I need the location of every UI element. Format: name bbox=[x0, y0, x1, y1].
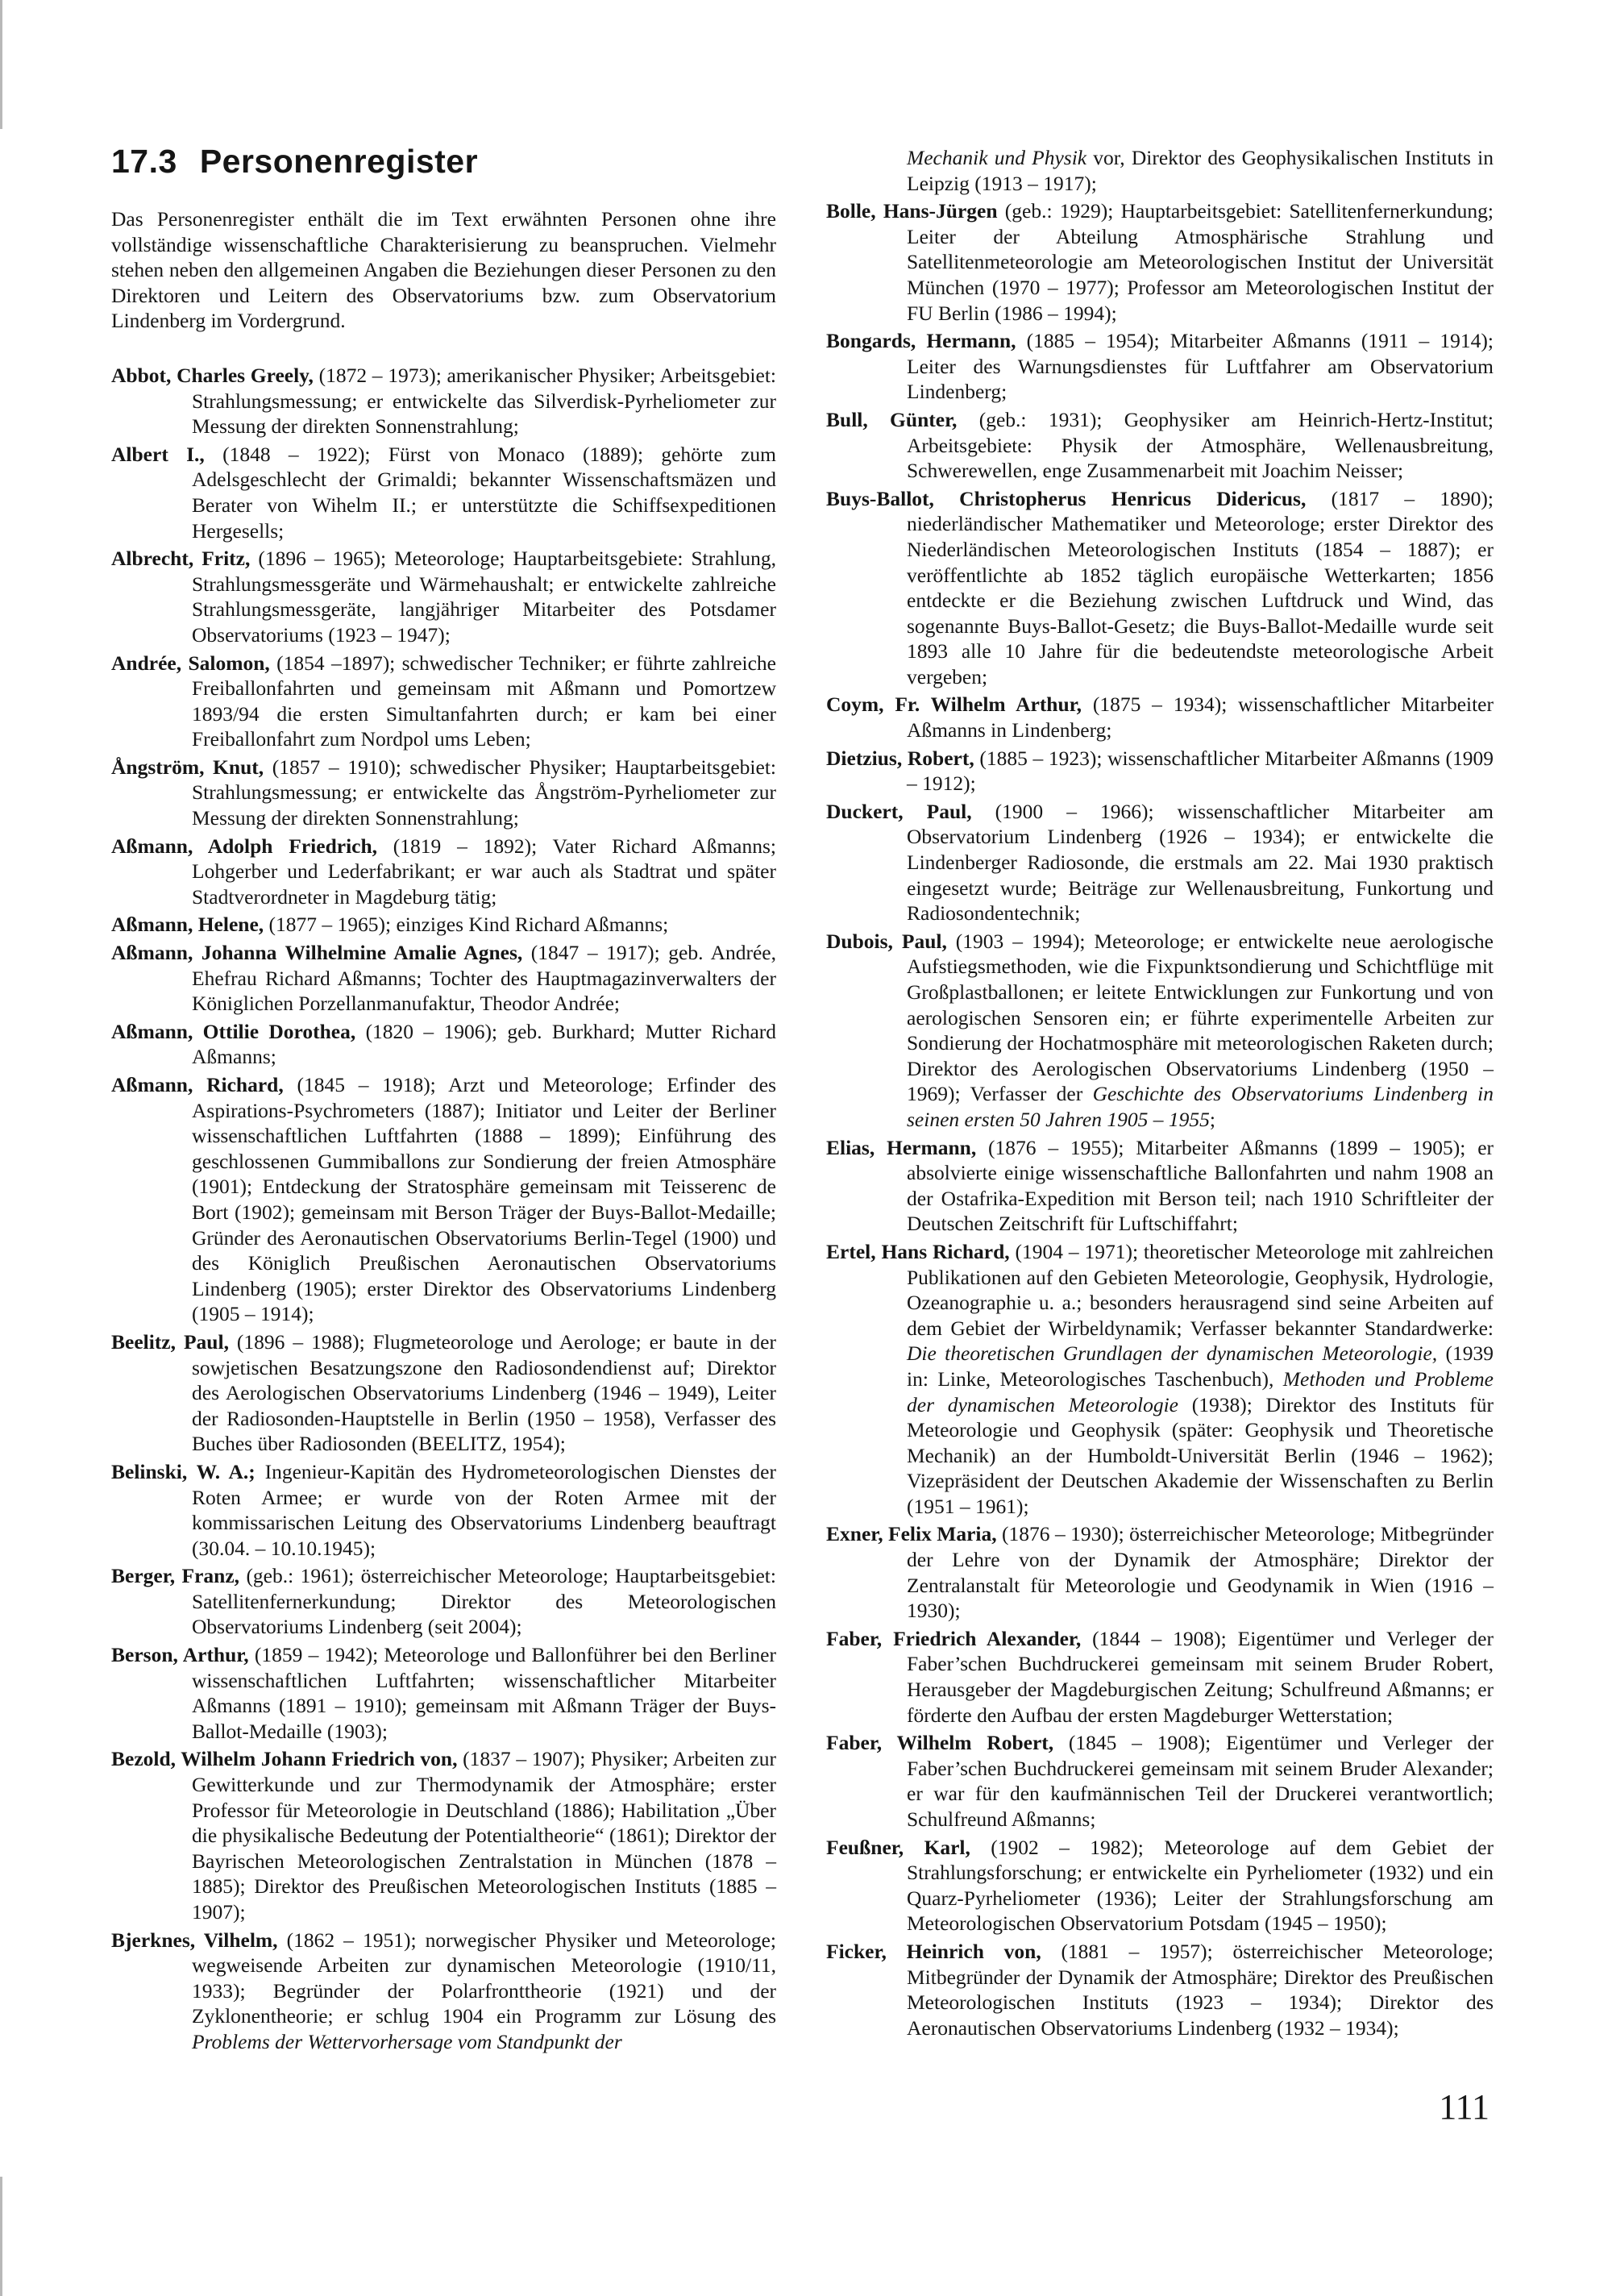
register-entry bbox=[111, 1928, 776, 2055]
entry-description: (1845 – 1908); Eigentümer und Verleger der Faber’schen Buchdruckerei gemeinsam mit seinem Bruder Alexander; er war für den kaufmännischen Teil der Druckerei verantwortlich; Schulfreund Aßmanns; bbox=[907, 1731, 1494, 1831]
entry-description: (1877 – 1965); einziges Kind Richard Aßmanns; bbox=[264, 913, 669, 937]
person-name: Albert I., bbox=[111, 442, 205, 466]
register-entries-left bbox=[111, 363, 776, 2055]
person-name: Duckert, Paul, bbox=[826, 799, 972, 823]
register-entry bbox=[111, 363, 776, 439]
register-entry bbox=[826, 328, 1494, 405]
register-entry bbox=[111, 912, 776, 938]
person-name: Bjerknes, Vilhelm, bbox=[111, 1928, 278, 1952]
entry-description: (1872 – 1973); amerikanischer Physiker; Arbeitsgebiet: Strahlungsmessung; er entwickelte das Silverdisk-Pyrheliometer zur Messung der direkten Sonnenstrahlung; bbox=[192, 363, 776, 439]
register-entry bbox=[111, 1642, 776, 1744]
entry-description: (1847 – 1917); geb. Andrée, Ehefrau Richard Aßmanns; Tochter des Hauptmagazinverwalters der Königlichen Porzellanmanufaktur, Theodor Andrée; bbox=[192, 941, 777, 1016]
register-entry bbox=[826, 746, 1494, 797]
register-entry bbox=[111, 546, 776, 647]
scan-edge-mark bbox=[0, 0, 2, 129]
person-name: Bongards, Hermann, bbox=[826, 329, 1016, 353]
register-entry bbox=[826, 486, 1494, 690]
register-entry bbox=[111, 1459, 776, 1561]
entry-italic: Problems der Wettervorhersage vom Standpunkt der bbox=[192, 2029, 622, 2053]
person-name: Aßmann, Adolph Friedrich, bbox=[111, 834, 378, 858]
person-name: Albrecht, Fritz, bbox=[111, 547, 251, 571]
person-name: Feußner, Karl, bbox=[826, 1835, 970, 1859]
register-entry bbox=[111, 834, 776, 910]
entry-description: (1854 –1897); schwedischer Techniker; er führte zahlreiche Freiballonfahrten und gemeinsam mit Aßmann und Pomortzew 1893/94 die ersten Simultanfahrten durch; er kam bei einer Freiballonfahrt zum Nordpol ums Leben; bbox=[192, 651, 776, 751]
register-entry bbox=[826, 929, 1494, 1133]
entry-description: (geb.: 1931); Geophysiker am Heinrich-Hertz-Institut; Arbeitsgebiete: Physik der Atmosphäre, Wellenausbreitung, Schwerewellen, enge Zusammenarbeit mit Joachim Neisser; bbox=[907, 407, 1494, 483]
entry-description: (1885 – 1923); wissenschaftlicher Mitarbeiter Aßmanns (1909 – 1912); bbox=[907, 746, 1494, 796]
person-name: Faber, Friedrich Alexander, bbox=[826, 1626, 1082, 1650]
register-entry bbox=[111, 1072, 776, 1327]
register-entry bbox=[111, 940, 776, 1017]
register-entry bbox=[111, 1019, 776, 1070]
entry-description: (1885 – 1954); Mitarbeiter Aßmanns (1911 – 1914); Leiter des Warnungsdienstes für Luftfahrer am Observatorium Lindenberg; bbox=[907, 329, 1494, 404]
entry-description: (1848 – 1922); Fürst von Monaco (1889); gehörte zum Adelsgeschlecht der Grimaldi; bekannter Wissenschaftsmäzen und Berater von Wihelm II.; er unterstützte die Schiffsexpeditionen Hergesells; bbox=[192, 442, 777, 543]
person-name: Dietzius, Robert, bbox=[826, 746, 974, 770]
person-name: Coym, Fr. Wilhelm Arthur, bbox=[826, 693, 1082, 717]
register-entry bbox=[826, 1135, 1494, 1237]
register-entry bbox=[111, 1563, 776, 1640]
entry-description: (1896 – 1965); Meteorologe; Hauptarbeitsgebiete: Strahlung, Strahlungsmessgeräte und Wärmehaushalt; er entwickelte zahlreiche Strahlungsmessgeräte, langjähriger Mitarbeiter des Potsdamer Observatoriums (1923 – 1947); bbox=[192, 547, 776, 647]
entry-description: (1820 – 1906); geb. Burkhard; Mutter Richard Aßmanns; bbox=[192, 1019, 777, 1069]
entry-description: (1900 – 1966); wissenschaftlicher Mitarbeiter am Observatorium Lindenberg (1926 – 1934); er entwickelte die Lindenberger Radiosonde, die erstmals am 22. Mai 1930 praktisch eingesetzt wurde; Beiträge zur Wellenausbreitung, Funkortung und Radiosondentechnik; bbox=[907, 799, 1494, 925]
register-entries-right bbox=[826, 198, 1494, 2040]
entry-description: (1876 – 1955); Mitarbeiter Aßmanns (1899 – 1905); er absolvierte einige wissenschaftliche Ballonfahrten und nahm 1908 an der Ostafrika-Expedition mit Berson teil; nach 1910 Schriftleiter der Deutschen Zeitschrift für Luftschiffahrt; bbox=[907, 1135, 1494, 1236]
person-name: Dubois, Paul, bbox=[826, 929, 947, 953]
person-name: Berger, Franz, bbox=[111, 1564, 240, 1588]
person-name: Aßmann, Richard, bbox=[111, 1073, 284, 1096]
register-entry bbox=[111, 755, 776, 831]
register-entry bbox=[826, 692, 1494, 742]
entry-description: (1939 in: Linke, Meteorologisches Taschenbuch), bbox=[907, 1341, 1494, 1391]
register-entry-continuation bbox=[826, 145, 1494, 196]
entry-description: (1904 – 1971); theoretischer Meteorologe mit zahlreichen Publikationen auf den Gebieten Meteorologie, Geophysik, Hydrologie, Ozeanographie u. a.; besonders herausragend sind seine Arbeiten auf dem Gebiet der Wirbeldynamik; Verfasser bekannter Standardwerke: bbox=[907, 1239, 1494, 1340]
entry-description: (geb.: 1929); Hauptarbeitsgebiet: Satellitenfernerkundung; Leiter der Abteilung Atmosphärische Strahlung und Satellitenmeteorologie am Meteorologischen Institut der Universität München (1970 – 1977); Professor am Meteorologischen Institut der FU Berlin (1986 – 1994); bbox=[907, 199, 1494, 325]
entry-description: (1938); Direktor des Instituts für Meteorologie und Geophysik (später: Geophysik und Theoretische Mechanik) an der Humboldt-Universität Berlin (1946 – 1962); Vizepräsident der Deutschen Akademie der Wissenschaften zu Berlin (1951 – 1961); bbox=[907, 1392, 1494, 1518]
entry-description: (1844 – 1908); Eigentümer und Verleger der Faber’schen Buchdruckerei gemeinsam mit seinem Bruder Robert, Herausgeber der Magdeburgischen Zeitung; Schulfreund Aßmanns; er förderte den Aufbau der ersten Magdeburger Wetterstation; bbox=[907, 1626, 1494, 1727]
entry-description: (1845 – 1918); Arzt und Meteorologe; Erfinder des Aspirations-Psychrometers (1887); Initiator und Leiter der Berliner wissenschaftlichen Luftfahrten (1888 – 1899); Einführung des geschlossenen Gummiballons zur Sondierung der freien Atmosphäre (1901); Entdeckung der Stratosphäre gemeinsam mit Teisserenc de Bort (1902); gemeinsam mit Berson Träger der Buys-Ballot-Medaille; Gründer des Aeronautischen Observatoriums Berlin-Tegel (1900) und des Königlich Preußischen Aeronautischen Observatoriums Lindenberg (1905); erster Direktor des Observatoriums Lindenberg (1905 – 1914); bbox=[192, 1073, 776, 1326]
entry-description: (1875 – 1934); wissenschaftlicher Mitarbeiter Aßmanns in Lindenberg; bbox=[907, 693, 1494, 742]
entry-description: (geb.: 1961); österreichischer Meteorologe; Hauptarbeitsgebiet: Satellitenfernerkundung; Direktor des Meteorologischen Observatoriums Lindenberg (seit 2004); bbox=[192, 1564, 776, 1639]
person-name: Elias, Hermann, bbox=[826, 1135, 977, 1159]
person-name: Faber, Wilhelm Robert, bbox=[826, 1731, 1054, 1755]
entry-description: (1881 – 1957); österreichischer Meteorologe; Mitbegründer der Dynamik der Atmosphäre; Direktor des Preußischen Meteorologischen Instituts (1923 – 1934); Direktor des Aeronautischen Observatoriums Lindenberg (1932 – 1934); bbox=[907, 1939, 1494, 2040]
entry-description: (1857 – 1910); schwedischer Physiker; Hauptarbeitsgebiet: Strahlungsmessung; er entwickelte das Ångström-Pyrheliometer zur Messung der direkten Sonnenstrahlung; bbox=[192, 755, 776, 830]
register-entry bbox=[111, 651, 776, 752]
entry-description: (1876 – 1930); österreichischer Meteorologe; Mitbegründer der Lehre von der Dynamik der Atmosphäre; Direktor der Zentralanstalt für Meteorologie und Geodynamik in Wien (1916 – 1930); bbox=[907, 1522, 1494, 1623]
entry-description: (1859 – 1942); Meteorologe und Ballonführer bei den Berliner wissenschaftlichen Luftfahrten; wissenschaftlicher Mitarbeiter Aßmanns (1891 – 1910); gemeinsam mit Aßmann Träger der Buys-Ballot-Medaille (1903); bbox=[192, 1643, 776, 1743]
register-entry bbox=[111, 1746, 776, 1924]
entry-italic: Methoden und Probleme der dynamischen Meteorologie bbox=[907, 1366, 1494, 1416]
register-entry bbox=[826, 1521, 1494, 1623]
right-column bbox=[826, 145, 1494, 2043]
register-entry bbox=[826, 1730, 1494, 1832]
person-name: Ficker, Heinrich von, bbox=[826, 1939, 1041, 1963]
page-number: 111 bbox=[1439, 2087, 1489, 2127]
person-name: Aßmann, Ottilie Dorothea, bbox=[111, 1019, 356, 1043]
section-heading bbox=[111, 144, 776, 179]
register-entry bbox=[111, 442, 776, 543]
entry-description: (1902 – 1982); Meteorologe auf dem Gebiet der Strahlungsforschung; er entwickelte ein Pyrheliometer (1932) und ein Quarz-Pyrheliometer (1936); Leiter der Strahlungsforschung am Meteorologischen Observatorium Potsdam (1945 – 1950); bbox=[907, 1835, 1494, 1936]
entry-italic: Die theoretischen Grundlagen der dynamischen Meteorologie, bbox=[907, 1341, 1438, 1366]
left-column bbox=[111, 144, 776, 2057]
register-entry bbox=[111, 1329, 776, 1457]
person-name: Abbot, Charles Greely, bbox=[111, 363, 314, 387]
register-entry bbox=[826, 1835, 1494, 1936]
entry-description: (1817 – 1890); niederländischer Mathematiker und Meteorologe; erster Direktor des Niederländischen Meteorologischen Instituts (1854 – 1887); er veröffentlichte ab 1852 täglich europäische Wetterkarten; 1856 entdeckte er die Beziehung zwischen Luftdruck und Wind, das sogenannte Buys-Ballot-Gesetz; die Buys-Ballot-Medaille wurde seit 1893 alle 10 Jahre für die bedeutendste meteorologische Arbeit vergeben; bbox=[907, 486, 1494, 688]
entry-description: ; bbox=[1209, 1107, 1215, 1131]
entry-description: (1837 – 1907); Physiker; Arbeiten zur Gewitterkunde und zur Thermodynamik der Atmosphäre; erster Professor für Meteorologie in Deutschland (1886); Habilitation „Über die physikalische Bedeutung der Potentialtheorie“ (1861); Direktor der Bayrischen Meteorologischen Zentralstation in München (1878 – 1885); Direktor des Preußischen Meteorologischen Instituts (1885 – 1907); bbox=[192, 1747, 776, 1924]
entry-italic: Mechanik und Physik bbox=[907, 146, 1087, 169]
person-name: Bolle, Hans-Jürgen bbox=[826, 199, 998, 223]
register-entry bbox=[826, 799, 1494, 926]
person-name: Buys-Ballot, Christopherus Henricus Didericus, bbox=[826, 486, 1307, 510]
person-name: Berson, Arthur, bbox=[111, 1643, 249, 1667]
scan-edge-mark bbox=[0, 2177, 2, 2296]
register-entry bbox=[826, 198, 1494, 326]
person-name: Bull, Günter, bbox=[826, 407, 958, 431]
entry-description: (1819 – 1892); Vater Richard Aßmanns; Lohgerber und Lederfabrikant; er war auch als Stadtrat und später Stadtverordneter in Magdeburg tätig; bbox=[192, 834, 776, 909]
entry-description: Ingenieur-Kapitän des Hydrometeorologischen Dienstes der Roten Armee; er wurde von der Roten Armee mit der kommissarischen Leitung des Observatoriums Lindenberg beauftragt (30.04. – 10.10.1945); bbox=[192, 1459, 776, 1560]
person-name: Ångström, Knut, bbox=[111, 755, 264, 779]
section-title: Personenregister bbox=[199, 143, 479, 180]
person-name: Aßmann, Helene, bbox=[111, 913, 264, 937]
person-name: Aßmann, Johanna Wilhelmine Amalie Agnes, bbox=[111, 941, 523, 965]
entry-italic: Geschichte des Observatoriums Lindenberg in seinen ersten 50 Jahren 1905 – 1955 bbox=[907, 1082, 1494, 1131]
person-name: Ertel, Hans Richard, bbox=[826, 1239, 1010, 1263]
intro-paragraph: Das Personenregister enthält die im Text erwähnten Personen ohne ihre vollständige wissenschaftliche Charakterisierung zu beanspruchen. Vielmehr stehen neben den allgemeinen Angaben die Beziehungen dieser Personen zu den Direktoren und Leitern des Observatoriums bzw. zum Observatorium Lindenberg im Vordergrund. bbox=[111, 207, 776, 333]
entry-description: (1903 – 1994); Meteorologe; er entwickelte neue aerologische Aufstiegsmethoden, wie die Fixpunktsondierung und Schichtflüge mit Großplastballonen; er leitete Entwicklungen zur Funkortung und von aerologischen Sensoren ein; er führte experimentelle Arbeiten zur Sondierung der Hochatmosphäre mit meteorologischen Raketen durch; Direktor des Aerologischen Observatoriums Lindenberg (1950 – 1969); Verfasser der bbox=[907, 929, 1494, 1106]
entry-description: (1896 – 1988); Flugmeteorologe und Aerologe; er baute in der sowjetischen Besatzungszone den Radiosondendienst auf; Direktor des Aerologischen Observatoriums Lindenberg (1946 – 1949), Leiter der Radiosonden-Hauptstelle in Berlin (1950 – 1958), Verfasser des Buches über Radiosonden (BEELITZ, 1954); bbox=[192, 1329, 776, 1456]
register-entry bbox=[826, 1239, 1494, 1520]
person-name: Bezold, Wilhelm Johann Friedrich von, bbox=[111, 1747, 458, 1771]
person-name: Beelitz, Paul, bbox=[111, 1329, 229, 1354]
person-name: Exner, Felix Maria, bbox=[826, 1522, 997, 1546]
register-entry bbox=[826, 1626, 1494, 1728]
section-number: 17.3 bbox=[111, 143, 177, 180]
entry-description: vor, Direktor des Geophysikalischen Instituts in Leipzig (1913 – 1917); bbox=[907, 146, 1494, 195]
register-entry bbox=[826, 407, 1494, 484]
register-entry bbox=[826, 1939, 1494, 2040]
entry-description: (1862 – 1951); norwegischer Physiker und Meteorologe; wegweisende Arbeiten zur dynamischen Meteorologie (1910/11, 1933); Begründer der Polarfronttheorie (1921) und der Zyklonentheorie; er schlug 1904 ein Programm zur Lösung des bbox=[192, 1928, 776, 2028]
person-name: Belinski, W. A.; bbox=[111, 1459, 256, 1483]
person-name: Andrée, Salomon, bbox=[111, 651, 270, 675]
